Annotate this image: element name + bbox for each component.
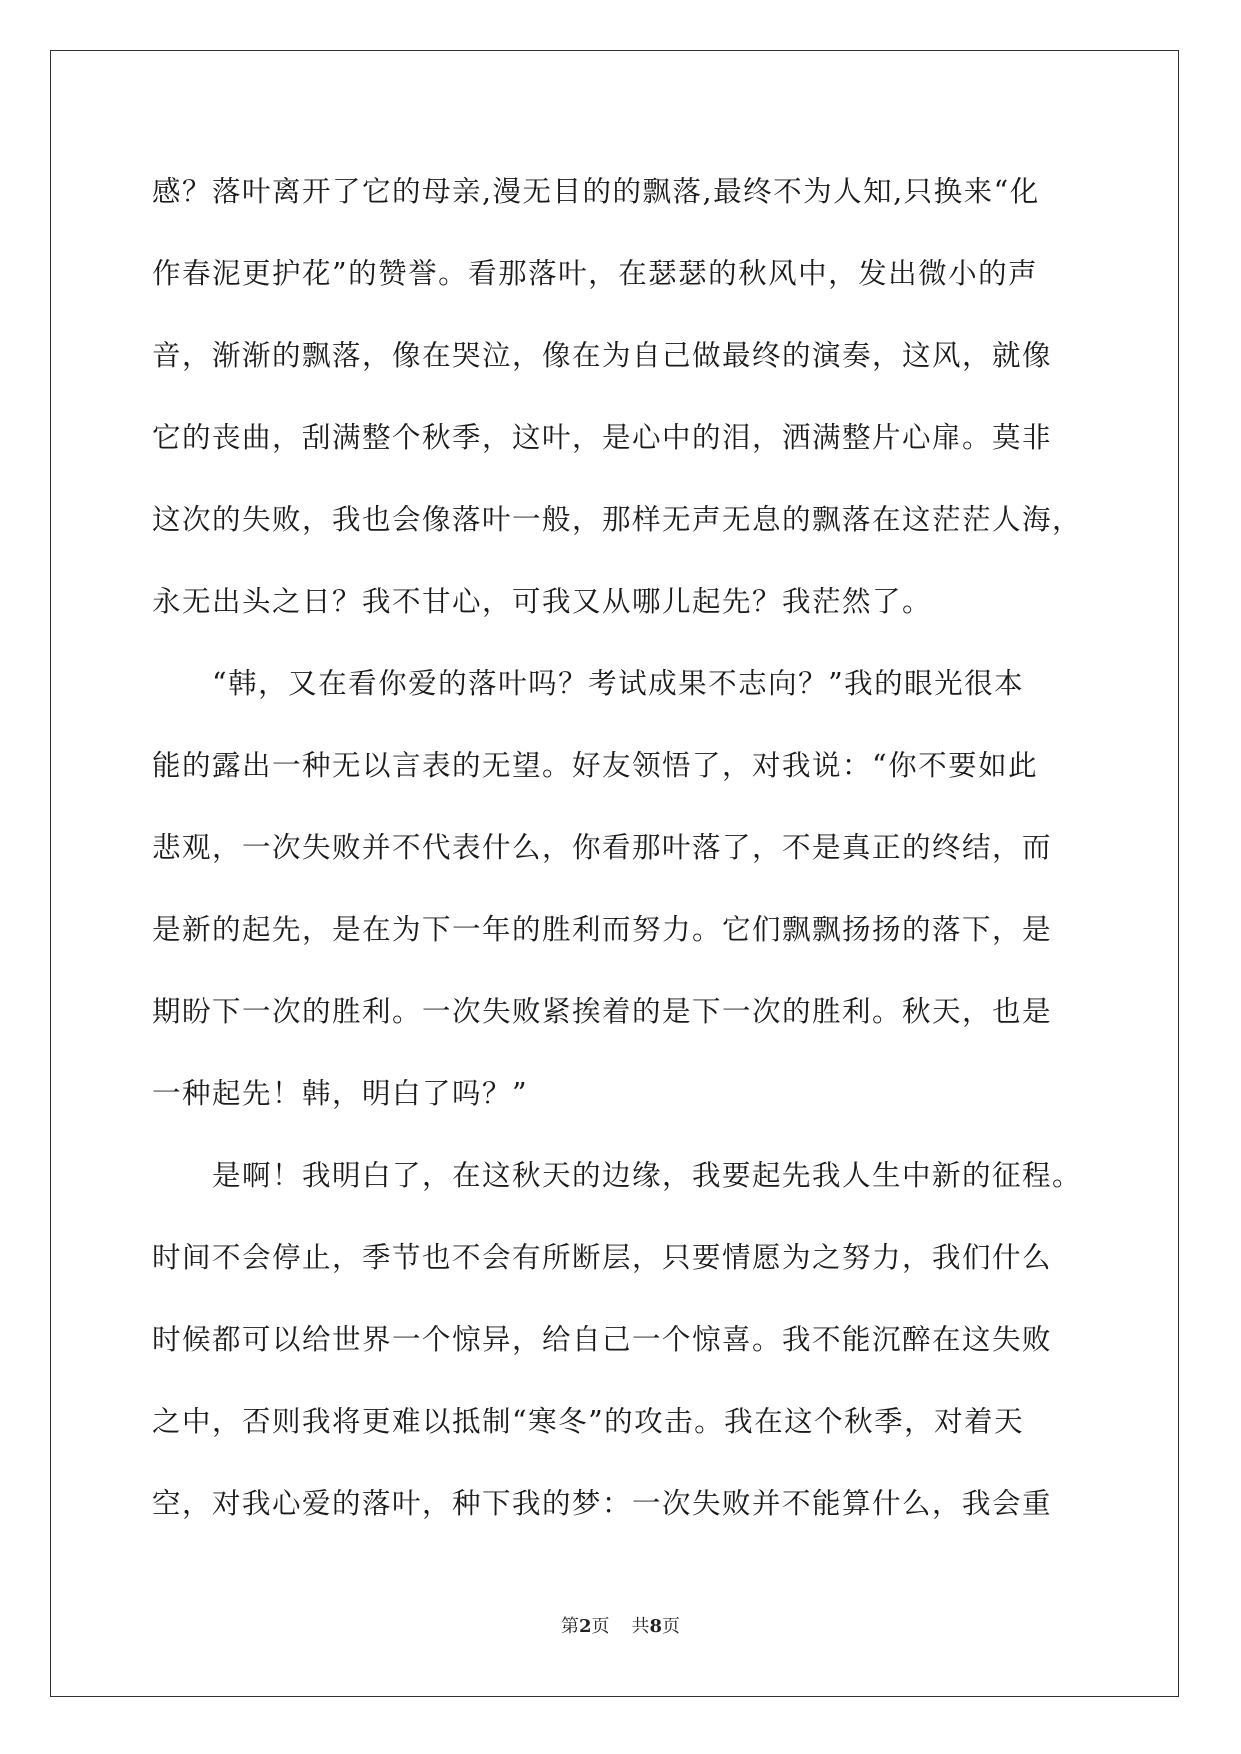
text-line: 空，对我心爱的落叶，种下我的梦：一次失败并不能算什么，我会重 <box>152 1487 1053 1520</box>
paragraph-start-line: “韩，又在看你爱的落叶吗？考试成果不志向？”我的眼光很本 <box>212 667 1025 700</box>
total-prefix: 共 <box>631 1616 650 1637</box>
page-footer <box>0 1612 1241 1638</box>
text-line: 音，渐渐的飘落，像在哭泣，像在为自己做最终的演奏，这风，就像 <box>152 339 1053 372</box>
total-page-number: 8 <box>649 1616 663 1637</box>
paragraph-start-line: 是啊！我明白了，在这秋天的边缘，我要起先我人生中新的征程。 <box>212 1159 1083 1192</box>
text-line: 时候都可以给世界一个惊异，给自己一个惊喜。我不能沉醉在这失败 <box>152 1323 1053 1356</box>
text-line: 悲观，一次失败并不代表什么，你看那叶落了，不是真正的终结，而 <box>152 831 1053 864</box>
text-line: 这次的失败，我也会像落叶一般，那样无声无息的飘落在这茫茫人海， <box>152 503 1083 536</box>
text-line: 一种起先！韩，明白了吗？” <box>152 1077 529 1110</box>
page-prefix: 第 <box>560 1616 579 1637</box>
document-body <box>152 164 1092 1558</box>
total-suffix: 页 <box>662 1616 681 1637</box>
text-line: 感？落叶离开了它的母亲,漫无目的的飘落,最终不为人知,只换来“化 <box>152 175 1040 208</box>
page-suffix: 页 <box>591 1616 610 1637</box>
text-line: 作春泥更护花”的赞誉。看那落叶，在瑟瑟的秋风中，发出微小的声 <box>152 257 1039 290</box>
text-line: 时间不会停止，季节也不会有所断层，只要情愿为之努力，我们什么 <box>152 1241 1053 1274</box>
current-page-number: 2 <box>578 1616 592 1637</box>
text-line: 期盼下一次的胜利。一次失败紧挨着的是下一次的胜利。秋天，也是 <box>152 995 1053 1028</box>
text-line: 它的丧曲，刮满整个秋季，这叶，是心中的泪，洒满整片心扉。莫非 <box>152 421 1053 454</box>
text-line: 永无出头之日？我不甘心，可我又从哪儿起先？我茫然了。 <box>152 585 933 618</box>
text-line: 之中，否则我将更难以抵制“寒冬”的攻击。我在这个秋季，对着天 <box>152 1405 1025 1438</box>
text-line: 是新的起先，是在为下一年的胜利而努力。它们飘飘扬扬的落下，是 <box>152 913 1053 946</box>
text-line: 能的露出一种无以言表的无望。好友领悟了，对我说：“你不要如此 <box>152 749 1039 782</box>
